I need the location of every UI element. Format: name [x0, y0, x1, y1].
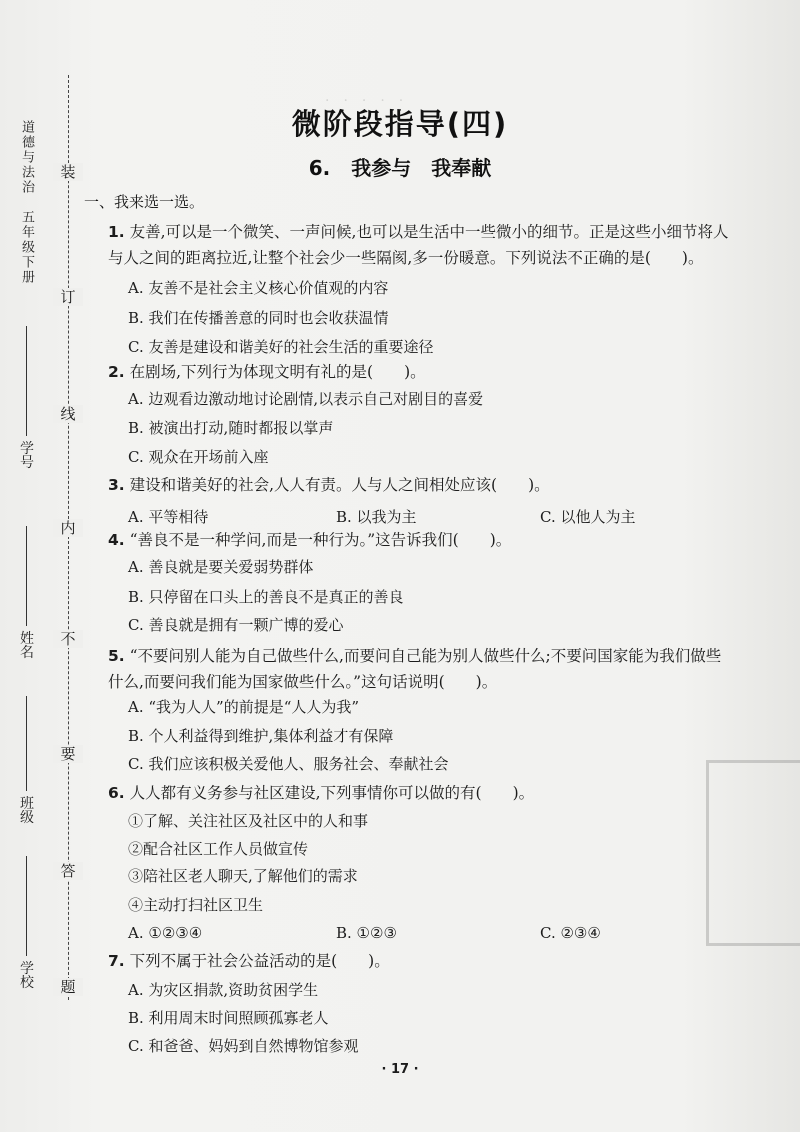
- student-number-field[interactable]: [14, 320, 36, 485]
- student-name-field[interactable]: [14, 520, 36, 680]
- question-4-option-b[interactable]: B. 只停留在口头上的善良不是真正的善良: [128, 588, 404, 606]
- binding-char: 线: [53, 405, 83, 423]
- show-through-text: · · · · ·: [325, 93, 404, 109]
- binding-char: 答: [53, 862, 83, 880]
- section-title: 一、我来选一选。: [84, 193, 205, 211]
- question-6-option-c[interactable]: C. ②③④: [540, 924, 601, 942]
- question-7-option-c[interactable]: C. 和爸爸、妈妈到自然博物馆参观: [128, 1037, 359, 1055]
- question-2-option-c[interactable]: C. 观众在开场前入座: [128, 448, 269, 466]
- field-label: 班级: [18, 795, 34, 824]
- binding-char: 不: [53, 630, 83, 648]
- question-7-option-b[interactable]: B. 利用周末时间照顾孤寡老人: [128, 1009, 329, 1027]
- stem-line: 下列不属于社会公益活动的是( )。: [129, 952, 390, 970]
- question-1-option-c[interactable]: C. 友善是建设和谐美好的社会生活的重要途径: [128, 338, 434, 356]
- question-2-option-b[interactable]: B. 被演出打动,随时都报以掌声: [128, 419, 334, 437]
- question-2-option-a[interactable]: A. 边观看边激动地讨论剧情,以表示自己对剧目的喜爱: [128, 390, 484, 408]
- question-7-option-a[interactable]: A. 为灾区捐款,资助贫困学生: [128, 981, 319, 999]
- page-number: · 17 ·: [381, 1062, 419, 1077]
- field-label: 学号: [18, 440, 34, 469]
- field-label: 姓名: [18, 630, 34, 659]
- stem-line: 在剧场,下列行为体现文明有礼的是( )。: [129, 363, 426, 381]
- question-1-option-a[interactable]: A. 友善不是社会主义核心价值观的内容: [128, 279, 389, 297]
- question-2-stem: [108, 359, 768, 385]
- question-6-stem: [108, 780, 768, 806]
- question-4-stem: [108, 527, 768, 553]
- fill-line: [26, 856, 27, 956]
- binding-char: 内: [53, 519, 83, 537]
- stem-line: 建设和谐美好的社会,人人有责。人与人之间相处应该( )。: [129, 476, 550, 494]
- field-label: 学校: [18, 960, 34, 989]
- question-5-option-b[interactable]: B. 个人利益得到维护,集体利益才有保障: [128, 727, 394, 745]
- fill-line: [26, 526, 27, 626]
- stem-line: 人人都有义务参与社区建设,下列事情你可以做的有( )。: [129, 784, 535, 802]
- question-number: 6.: [108, 784, 125, 802]
- question-3-option-a[interactable]: A. 平等相待: [128, 508, 209, 526]
- class-field[interactable]: [14, 690, 36, 840]
- stem-line: 与人之间的距离拉近,让整个社会少一些隔阂,多一份暖意。下列说法不正确的是( )。: [108, 249, 704, 267]
- question-6-item: ②配合社区工作人员做宣传: [128, 840, 309, 858]
- question-number: 4.: [108, 531, 125, 549]
- question-3-option-b[interactable]: B. 以我为主: [336, 508, 417, 526]
- question-4-option-c[interactable]: C. 善良就是拥有一颗广博的爱心: [128, 616, 344, 634]
- question-number: 3.: [108, 476, 125, 494]
- stem-line: “不要问别人能为自己做些什么,而要问自己能为别人做些什么;不要问国家能为我们做些: [129, 647, 722, 665]
- fill-line: [26, 696, 27, 791]
- question-6-option-b[interactable]: B. ①②③: [336, 924, 397, 942]
- question-1-stem: [108, 219, 768, 271]
- question-5-stem: [108, 643, 768, 695]
- question-1-option-b[interactable]: B. 我们在传播善意的同时也会收获温情: [128, 309, 389, 327]
- fill-line: [26, 326, 27, 436]
- question-6-options: [128, 924, 688, 944]
- question-7-stem: [108, 948, 768, 974]
- stem-line: 友善,可以是一个微笑、一声问候,也可以是生活中一些微小的细节。正是这些小细节将人: [129, 223, 729, 241]
- question-6-item: ③陪社区老人聊天,了解他们的需求: [128, 867, 358, 885]
- question-6-item: ①了解、关注社区及社区中的人和事: [128, 812, 369, 830]
- page-title: 微阶段指导(四): [291, 107, 509, 141]
- lesson-title: 6. 我参与 我奉献: [308, 156, 492, 180]
- stem-line: “善良不是一种学问,而是一种行为。”这告诉我们( )。: [129, 531, 512, 549]
- question-number: 7.: [108, 952, 125, 970]
- question-3-options: [128, 506, 688, 526]
- school-field[interactable]: [14, 850, 36, 1000]
- question-number: 1.: [108, 223, 125, 241]
- binding-char: 装: [53, 163, 83, 181]
- question-5-option-c[interactable]: C. 我们应该积极关爱他人、服务社会、奉献社会: [128, 755, 449, 773]
- question-3-stem: [108, 472, 768, 498]
- book-label: 道德与法治 五年级下册: [19, 120, 34, 285]
- binding-char: 订: [53, 288, 83, 306]
- stem-line: 什么,而要问我们能为国家做些什么。”这句话说明( )。: [108, 673, 498, 691]
- question-6-item: ④主动打扫社区卫生: [128, 896, 264, 914]
- question-6-option-a[interactable]: A. ①②③④: [128, 924, 203, 942]
- question-number: 2.: [108, 363, 125, 381]
- question-5-option-a[interactable]: A. “我为人人”的前提是“人人为我”: [128, 698, 360, 716]
- question-4-option-a[interactable]: A. 善良就是要关爱弱势群体: [128, 558, 314, 576]
- question-number: 5.: [108, 647, 125, 665]
- binding-char: 要: [53, 745, 83, 763]
- question-3-option-c[interactable]: C. 以他人为主: [540, 508, 636, 526]
- binding-char: 题: [53, 978, 83, 996]
